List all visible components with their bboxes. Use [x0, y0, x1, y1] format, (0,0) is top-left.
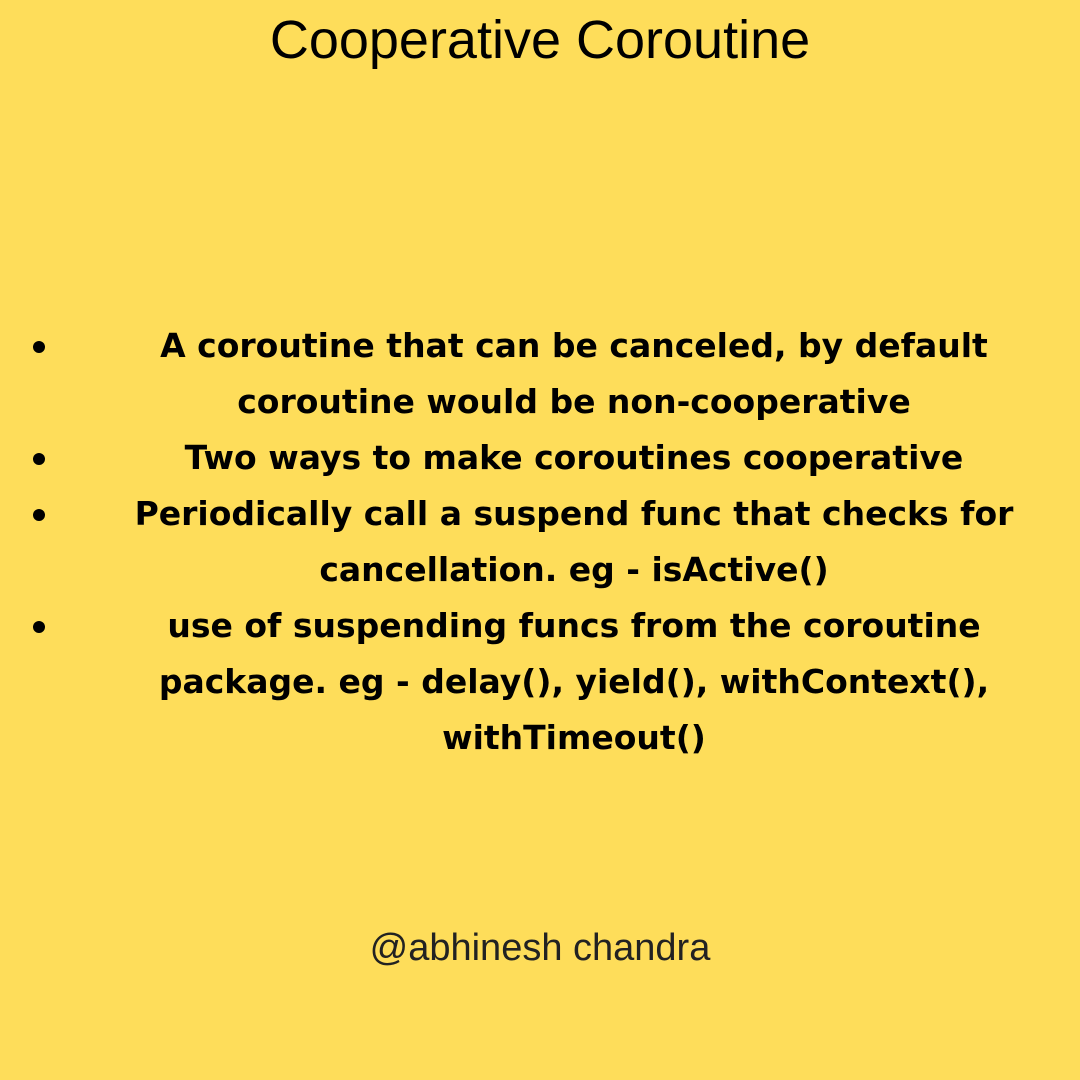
- bullet-text: A coroutine that can be canceled, by default coroutine would be non-cooperative: [160, 326, 988, 421]
- bullet-item: [0, 598, 1080, 766]
- bullet-dot-icon: [33, 341, 45, 353]
- bullet-dot-icon: [33, 621, 45, 633]
- bullet-list: [0, 318, 1080, 766]
- page-title: Cooperative Coroutine: [269, 10, 811, 70]
- bullet-dot-icon: [33, 453, 45, 465]
- bullet-item: [0, 430, 1080, 486]
- bullet-item: [0, 318, 1080, 430]
- author-credit: @abhinesh chandra: [369, 927, 711, 969]
- bullet-text: use of suspending funcs from the coroutine package. eg - delay(), yield(), withContext(), withTimeout(): [158, 606, 990, 757]
- bullet-item: [0, 486, 1080, 598]
- bullet-text: Periodically call a suspend func that checks for cancellation. eg - isActive(): [134, 494, 1014, 589]
- bullet-dot-icon: [33, 509, 45, 521]
- bullet-text: Two ways to make coroutines cooperative: [184, 438, 964, 477]
